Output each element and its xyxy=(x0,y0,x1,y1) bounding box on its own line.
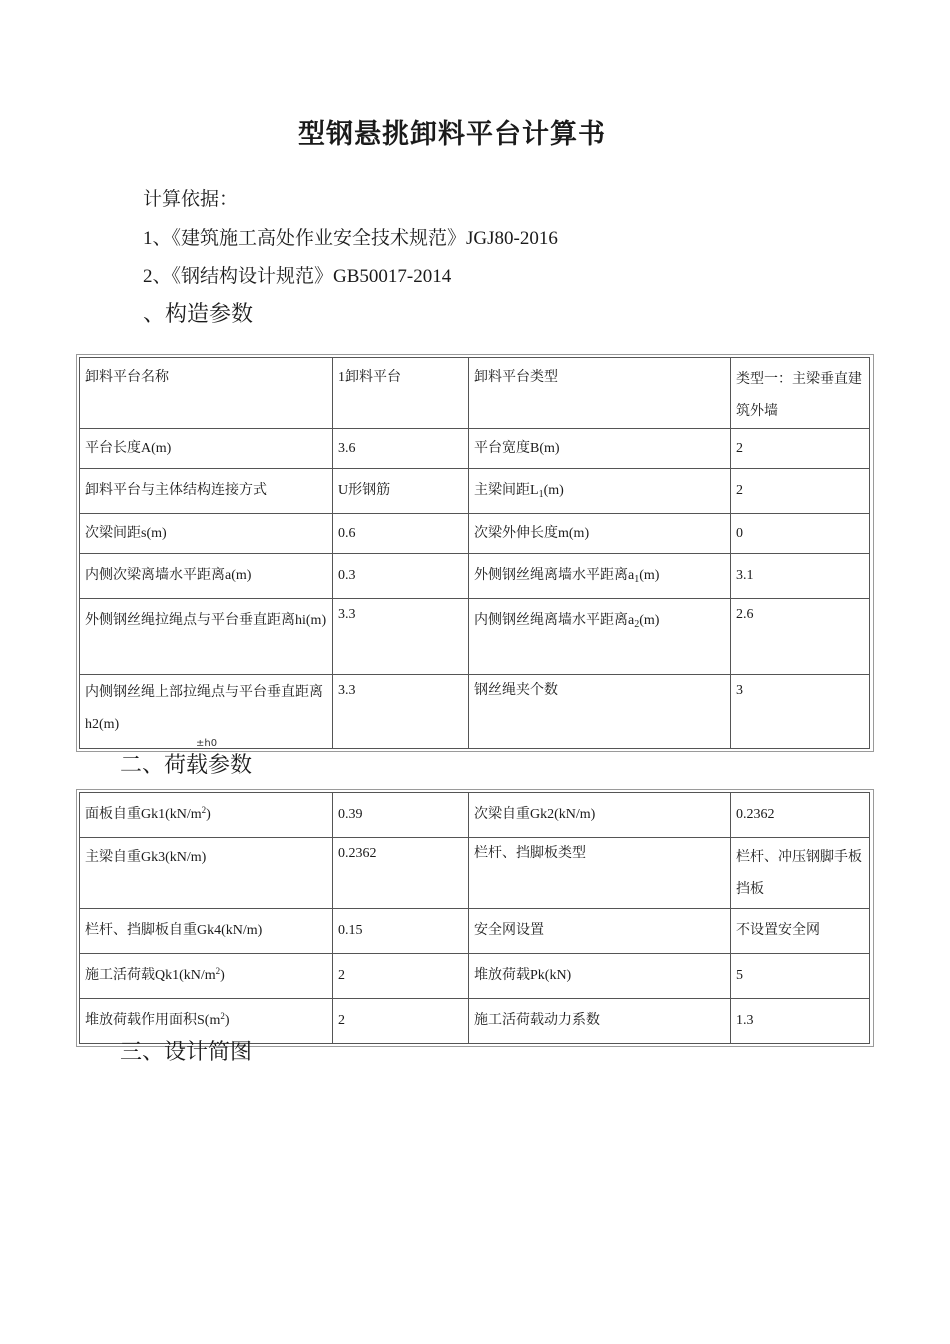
table-cell: 主梁自重Gk3(kN/m) xyxy=(80,838,333,909)
table-row xyxy=(80,514,870,554)
reference-item: 1、《建筑施工高处作业安全技术规范》JGJ80-2016 xyxy=(143,228,558,249)
table-cell: 2 xyxy=(731,429,870,469)
table-row xyxy=(80,838,870,909)
table-row xyxy=(80,599,870,675)
table-cell: 2.6 xyxy=(731,599,870,675)
table-cell: 安全网设置 xyxy=(469,909,731,954)
section-heading-loads: 二、荷载参数 xyxy=(120,752,253,777)
table-cell: 卸料平台类型 xyxy=(469,358,731,429)
table-cell: 2 xyxy=(333,999,469,1044)
table-cell: 平台长度A(m) xyxy=(80,429,333,469)
table-row xyxy=(80,554,870,599)
table-row xyxy=(80,909,870,954)
document-title: 型钢悬挑卸料平台计算书 xyxy=(298,119,606,150)
table-cell: 内侧钢丝绳离墙水平距离$a_2(m)$ xyxy=(469,599,731,675)
table-row xyxy=(80,469,870,514)
table-cell: 次梁自重Gk2(kN/m) xyxy=(469,793,731,838)
table-cell: 不设置安全网 xyxy=(731,909,870,954)
table-cell: 1卸料平台 xyxy=(333,358,469,429)
table-cell: 0.15 xyxy=(333,909,469,954)
table-cell: 3.1 xyxy=(731,554,870,599)
table-cell: 面板自重$Gk1(kN/m^2)$ xyxy=(80,793,333,838)
table-cell: 堆放荷载Pk(kN) xyxy=(469,954,731,999)
table-cell: 次梁间距s(m) xyxy=(80,514,333,554)
table-cell: 堆放荷载作用面积$S(m^2)$ xyxy=(80,999,333,1044)
table-cell: 卸料平台与主体结构连接方式 xyxy=(80,469,333,514)
table-cell: 卸料平台名称 xyxy=(80,358,333,429)
table-cell: 栏杆、冲压钢脚手板挡板 xyxy=(731,838,870,909)
table-cell: 钢丝绳夹个数 xyxy=(469,675,731,749)
table-cell: 0.2362 xyxy=(731,793,870,838)
table-row xyxy=(80,429,870,469)
table-cell: 3.3 xyxy=(333,675,469,749)
table-cell: 2 xyxy=(731,469,870,514)
table-cell: 栏杆、挡脚板类型 xyxy=(469,838,731,909)
table-cell: 外侧钢丝绳拉绳点与平台垂直距离hi(m) xyxy=(80,599,333,675)
table-cell: 平台宽度B(m) xyxy=(469,429,731,469)
table-row xyxy=(80,793,870,838)
table-cell: 0 xyxy=(731,514,870,554)
floating-mark: ±h0 xyxy=(196,738,218,749)
section-heading-design: 三、设计简图 xyxy=(120,1039,253,1064)
table-cell: 栏杆、挡脚板自重Gk4(kN/m) xyxy=(80,909,333,954)
section-heading-structure: 、构造参数 xyxy=(143,301,254,326)
table-cell: 类型一：主梁垂直建筑外墙 xyxy=(731,358,870,429)
table-cell: 0.2362 xyxy=(333,838,469,909)
table-row xyxy=(80,954,870,999)
table-cell: 3 xyxy=(731,675,870,749)
table-cell: 主梁间距$L_1(m)$ xyxy=(469,469,731,514)
structure-params-table xyxy=(79,357,871,749)
reference-item: 2、《钢结构设计规范》GB50017-2014 xyxy=(143,266,452,287)
table-cell: 0.3 xyxy=(333,554,469,599)
table-cell: 0.6 xyxy=(333,514,469,554)
load-params-table xyxy=(79,792,871,1044)
table-cell: 内侧钢丝绳上部拉绳点与平台垂直距离h2(m) xyxy=(80,675,333,749)
table-cell: 施工活荷载$Qk1(kN/m^2)$ xyxy=(80,954,333,999)
basis-heading: 计算依据： xyxy=(143,189,239,210)
table-cell: 3.3 xyxy=(333,599,469,675)
table-cell: 2 xyxy=(333,954,469,999)
table-row xyxy=(80,999,870,1044)
table-cell: 3.6 xyxy=(333,429,469,469)
table-cell: 施工活荷载动力系数 xyxy=(469,999,731,1044)
table-cell: 5 xyxy=(731,954,870,999)
table-cell: 0.39 xyxy=(333,793,469,838)
table-cell: 1.3 xyxy=(731,999,870,1044)
table-cell: 外侧钢丝绳离墙水平距离$a_1(m)$ xyxy=(469,554,731,599)
table-row xyxy=(80,358,870,429)
table-cell: 内侧次梁离墙水平距离a(m) xyxy=(80,554,333,599)
table-cell: U形钢筋 xyxy=(333,469,469,514)
table-cell: 次梁外伸长度m(m) xyxy=(469,514,731,554)
